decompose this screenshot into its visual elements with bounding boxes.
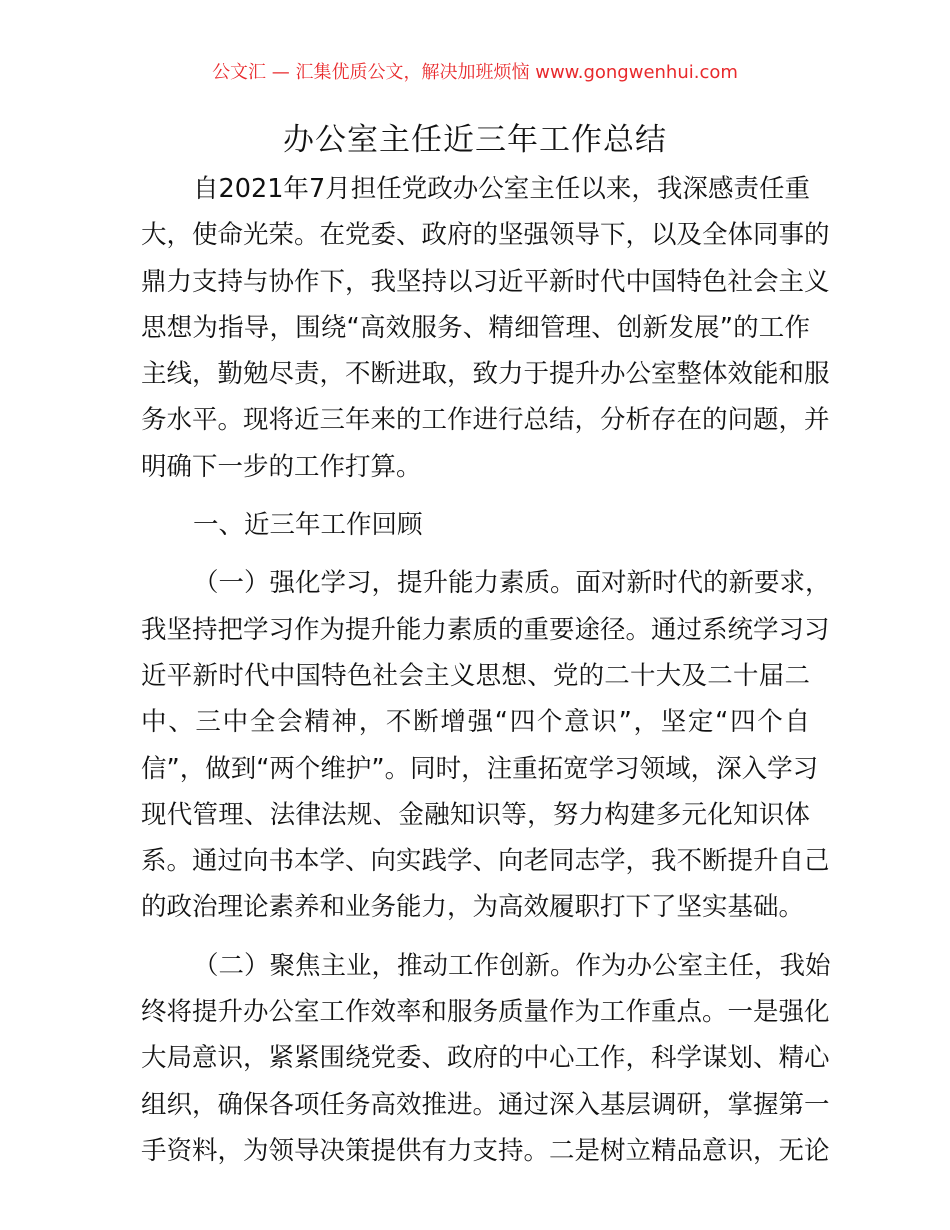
text-line: 明确下一步的工作打算。 (141, 451, 422, 482)
paragraph (141, 943, 831, 1174)
header-banner: 公文汇 — 汇集优质公文，解决加班烦恼 www.gongwenhui.com (212, 62, 738, 83)
document-title: 办公室主任近三年工作总结 (283, 122, 667, 158)
document-body (141, 166, 831, 1186)
text-line: 主线，勤勉尽责，不断进取，致力于提升办公室整体效能和服 (141, 359, 830, 390)
text-line: 系。通过向书本学、向实践学、向老同志学，我不断提升自己 (141, 846, 830, 877)
text-line: 自2021年7月担任党政办公室主任以来，我深感责任重 (193, 174, 810, 204)
text-line: 现代管理、法律法规、金融知识等，努力构建多元化知识体 (141, 799, 810, 830)
text-line: 终将提升办公室工作效率和服务质量作为工作重点。一是强化 (141, 997, 830, 1028)
text-line: 中、三中全会精神，不断增强“四个意识”，坚定“四个自 (141, 707, 810, 738)
text-line: 大局意识，紧紧围绕党委、政府的中心工作，科学谋划、精心 (141, 1043, 830, 1074)
text-line: 务水平。现将近三年来的工作进行总结，分析存在的问题，并 (141, 405, 830, 436)
text-line: 我坚持把学习作为提升能力素质的重要途径。通过系统学习习 (141, 614, 830, 645)
text-line: （二）聚焦主业，推动工作创新。作为办公室主任，我始 (193, 950, 831, 981)
section-heading (141, 502, 810, 548)
text-line: 鼎力支持与协作下，我坚持以习近平新时代中国特色社会主义 (141, 266, 830, 297)
text-line: 一、近三年工作回顾 (193, 510, 423, 541)
paragraph (141, 166, 830, 490)
text-line: 信”，做到“两个维护”。同时，注重拓宽学习领域，深入学习 (141, 753, 819, 784)
text-line: 组织，确保各项任务高效推进。通过深入基层调研，掌握第一 (141, 1089, 830, 1120)
paragraph (141, 560, 831, 930)
text-line: 大，使命光荣。在党委、政府的坚强领导下，以及全体同事的 (141, 220, 830, 251)
text-line: 近平新时代中国特色社会主义思想、党的二十大及二十届二 (141, 660, 810, 691)
text-line: 手资料，为领导决策提供有力支持。二是树立精品意识，无论 (141, 1135, 830, 1166)
text-line: 的政治理论素养和业务能力，为高效履职打下了坚实基础。 (141, 892, 805, 923)
text-line: 思想为指导，围绕“高效服务、精细管理、创新发展”的工作 (141, 312, 810, 343)
text-line: （一）强化学习，提升能力素质。面对新时代的新要求， (193, 568, 831, 599)
